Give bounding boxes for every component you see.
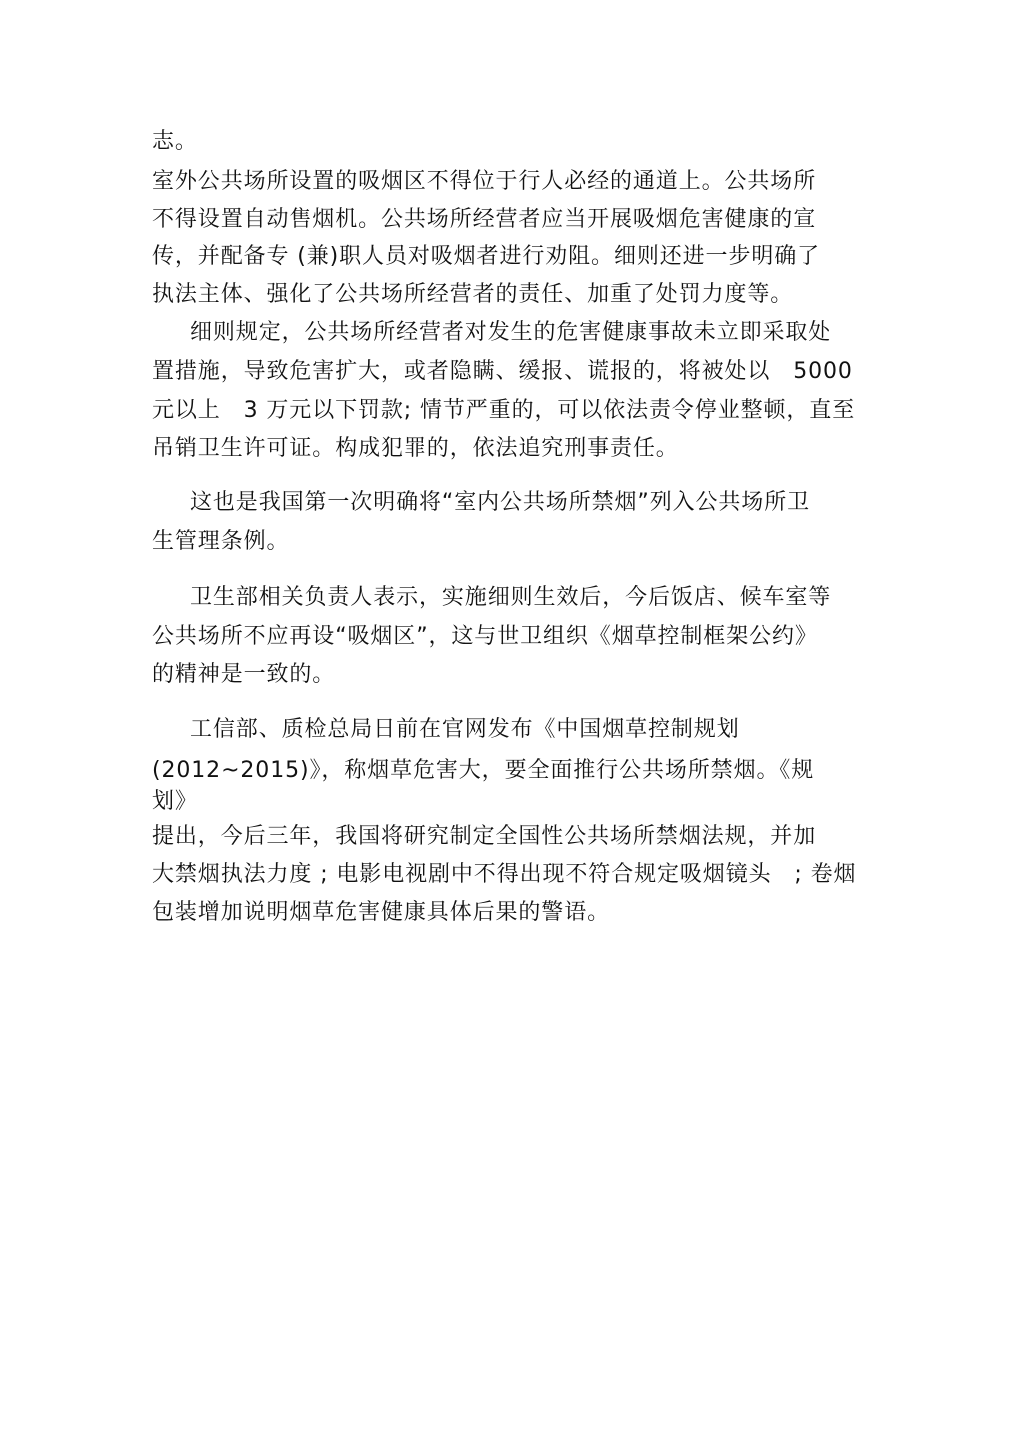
text-line: 细则规定，公共场所经营者对发生的危害健康事故未立即采取处 [190, 320, 832, 345]
text-line: 室外公共场所设置的吸烟区不得位于行人必经的通道上。公共场所 [152, 169, 817, 194]
text-line: 公共场所不应再设“吸烟区”，这与世卫组织《烟草控制框架公约》 [152, 624, 818, 649]
text-line: 执法主体、强化了公共场所经营者的责任、加重了处罚力度等。 [152, 282, 794, 307]
text-line: 这也是我国第一次明确将“室内公共场所禁烟”列入公共场所卫 [190, 490, 810, 515]
text-line: 吊销卫生许可证。构成犯罪的，依法追究刑事责任。 [152, 436, 679, 461]
text-line: 大禁烟执法力度 ; 电影电视剧中不得出现不符合规定吸烟镜头 ; 卷烟 [152, 862, 857, 887]
text-line: 包装增加说明烟草危害健康具体后果的警语。 [152, 900, 611, 925]
text-line: 卫生部相关负责人表示，实施细则生效后，今后饭店、候车室等 [190, 585, 832, 610]
text-line: 生管理条例。 [152, 529, 290, 554]
text-line: 元以上 3 万元以下罚款; 情节严重的，可以依法责令停业整顿，直至 [152, 398, 856, 423]
text-line: 志。 [152, 129, 198, 154]
text-line: 提出，今后三年，我国将研究制定全国性公共场所禁烟法规，并加 [152, 824, 817, 849]
text-line: 的精神是一致的。 [152, 662, 336, 687]
text-line: 不得设置自动售烟机。公共场所经营者应当开展吸烟危害健康的宣 [152, 207, 817, 232]
text-line: 工信部、质检总局日前在官网发布《中国烟草控制规划 [190, 717, 740, 742]
text-line: 置措施，导致危害扩大，或者隐瞒、缓报、谎报的，将被处以 5000 [152, 359, 853, 384]
text-line: 传，并配备专 (兼)职人员对吸烟者进行劝阻。细则还进一步明确了 [152, 244, 821, 269]
text-line: 划》 [152, 789, 198, 814]
text-line: (2012~2015)》，称烟草危害大，要全面推行公共场所禁烟。《规 [152, 758, 815, 783]
